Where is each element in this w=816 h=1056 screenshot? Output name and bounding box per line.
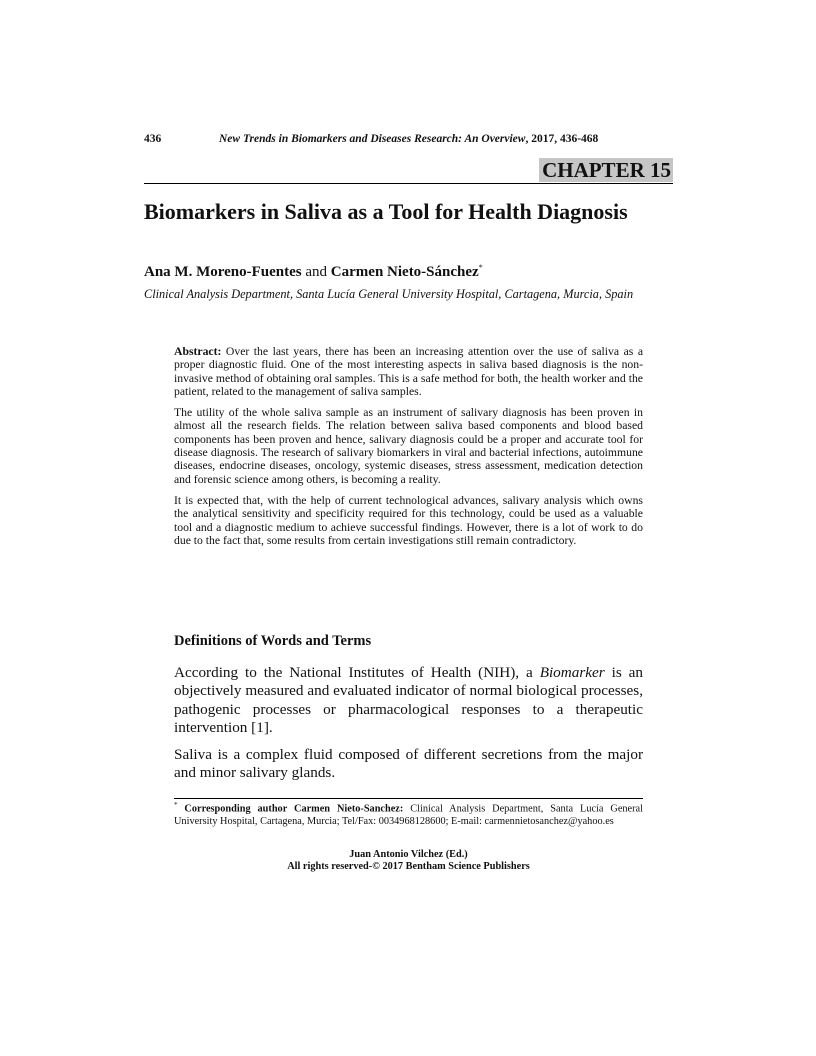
abstract-paragraph-3: It is expected that, with the help of current technological advances, salivary analysis which owns the analytical sensitivity and specificity required for this technology, could be used as a valuable tool and a diagnostic medium to achieve successful findings. However, there is a lot of work to do due to the fact that, some results from certain investigations still remain contradictory. — [174, 493, 643, 547]
abstract — [174, 345, 643, 555]
abstract-paragraph-2: The utility of the whole saliva sample as an instrument of salivary diagnosis has been proven in almost all the research fields. The relation between saliva based components and blood based components has been proven and hence, salivary diagnosis could be a proper and accurate tool for disease diagnosis. The research of salivary biomarkers in viral and bacterial infections, autoimmune diseases, endocrine diseases, oncology, systemic diseases, stress assessment, medication detection and forensic science among others, is becoming a reality. — [174, 406, 643, 486]
footnote-mark: * — [174, 801, 178, 809]
editor-line: Juan Antonio Vilchez (Ed.) — [349, 849, 468, 860]
definition-text-after: is an objectively measured and evaluated indicator of normal biological processes, pathogenic processes or pharmacological responses to a therapeutic intervention [1]. — [174, 664, 643, 736]
definition-paragraph-2: Saliva is a complex fluid composed of different secretions from the major and minor salivary glands. — [174, 746, 643, 782]
author-connector: and — [305, 264, 328, 280]
biomarker-term: Biomarker — [539, 664, 605, 681]
corresponding-mark: * — [478, 263, 483, 272]
chapter-title: Biomarkers in Saliva as a Tool for Health Diagnosis — [144, 199, 628, 224]
definition-paragraph-1 — [174, 664, 643, 737]
footnote-label: Corresponding author Carmen Nieto-Sanchez: — [184, 803, 404, 815]
journal-title: New Trends in Biomarkers and Diseases Research: An Overview — [219, 133, 526, 145]
abstract-label: Abstract: — [174, 345, 222, 358]
abstract-text-1: Over the last years, there has been an increasing attention over the use of saliva as a proper diagnostic fluid. One of the most interesting aspects in saliva based diagnosis is the non-invasive method of obtaining oral samples. This is a safe method for both, the health worker and the patient, related to the management of saliva samples. — [174, 345, 644, 398]
journal-year-pages: , 2017, 436-468 — [525, 133, 599, 145]
footnote-text: Clinical Analysis Department, Santa Lucía General University Hospital, Cartagena, Murcia; Tel/Fax: 0034968128600; E-mail: carmennietosanchez@yahoo.es — [174, 803, 643, 827]
author-2: Carmen Nieto-Sánchez — [330, 264, 479, 280]
definitions-heading: Definitions of Words and Terms — [174, 633, 372, 649]
chapter-header — [144, 158, 673, 184]
page-number: 436 — [144, 133, 162, 145]
journal-citation — [219, 133, 598, 145]
author-1: Ana M. Moreno-Fuentes — [144, 264, 302, 280]
affiliation: Clinical Analysis Department, Santa Lucía General University Hospital, Cartagena, Murcia, Spain — [144, 287, 634, 301]
abstract-paragraph-1 — [174, 345, 643, 398]
publisher-info — [144, 849, 673, 874]
chapter-label: CHAPTER 15 — [539, 158, 673, 182]
footnote — [174, 799, 643, 828]
rights-line: All rights reserved-© 2017 Bentham Science Publishers — [287, 861, 530, 873]
authors-line — [144, 263, 483, 281]
definitions-body — [174, 664, 643, 792]
definition-text-before: According to the National Institutes of Health (NIH), a — [174, 664, 540, 681]
